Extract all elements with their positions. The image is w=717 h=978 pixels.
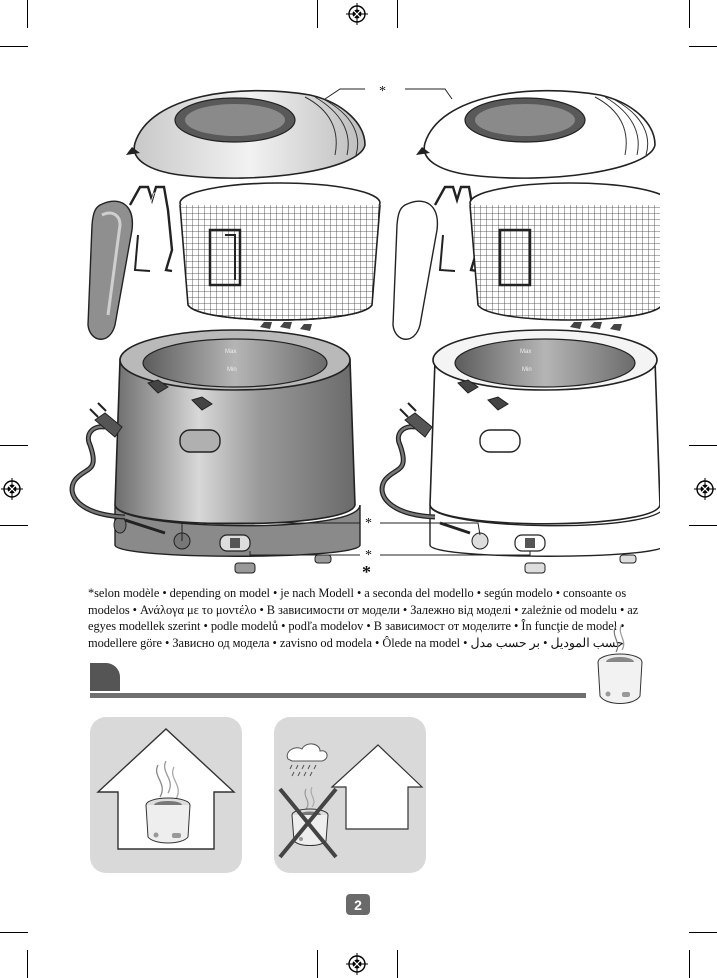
registration-mark-icon xyxy=(346,953,368,975)
crop-mark xyxy=(27,950,28,978)
crop-mark xyxy=(0,525,28,526)
crop-mark xyxy=(27,0,28,28)
model-marker-indicator: * xyxy=(365,516,372,531)
model-marker-lid: * xyxy=(379,84,386,99)
small-fryer-steam-icon xyxy=(592,622,648,714)
page-number-badge: 2 xyxy=(346,894,370,915)
min-label-right: Min xyxy=(522,367,532,373)
crop-mark xyxy=(689,525,717,526)
crop-mark xyxy=(0,445,28,446)
crop-mark xyxy=(317,950,318,978)
section-divider xyxy=(90,693,586,698)
crop-mark xyxy=(317,0,318,28)
power-cord-white xyxy=(382,403,435,517)
handle-white xyxy=(393,187,477,339)
crop-mark xyxy=(0,46,28,47)
max-label-left: Max xyxy=(225,349,237,355)
crop-mark xyxy=(397,0,398,28)
registration-mark-icon xyxy=(346,3,368,25)
cloud-rain-icon xyxy=(287,744,327,776)
crop-mark xyxy=(689,932,717,933)
crop-mark xyxy=(689,0,690,28)
crop-mark xyxy=(397,950,398,978)
section-tab xyxy=(90,663,120,691)
crop-mark xyxy=(689,950,690,978)
crop-mark xyxy=(689,445,717,446)
registration-mark-icon xyxy=(1,478,23,500)
min-label-left: Min xyxy=(227,367,237,373)
panel-outdoor-prohibited xyxy=(274,717,426,873)
registration-mark-icon xyxy=(694,478,716,500)
model-marker-switch: * xyxy=(365,548,372,563)
crop-mark xyxy=(689,46,717,47)
fryer-body-dark xyxy=(114,322,360,573)
crop-mark xyxy=(0,932,28,933)
panel-indoor-use xyxy=(90,717,242,873)
basket-white xyxy=(470,183,660,320)
product-illustration xyxy=(60,75,660,580)
fryer-body-white xyxy=(430,322,660,573)
house-outline-icon xyxy=(90,717,242,873)
model-variation-note: *selon modèle • depending on model • je nach Modell • a seconda del modello • según modelo • consoante os modelos • Ανάλογα με το μοντέλο • В зависимости от модели • Залежно від моделі • zależnie od modelu • az egyes modellek szerint • podle modelů • podľa modelov • В зависимост от моделите • În funcţie de model • modellere göre • Зависно од модела • zavisno od modela • Ôlede na model • حسب الموديل • بر حسب مدل xyxy=(88,586,639,650)
lid-white xyxy=(416,91,655,178)
handle-dark xyxy=(88,187,172,339)
model-marker-footnote: * xyxy=(362,562,371,582)
max-label-right: Max xyxy=(520,349,532,355)
lid-dark xyxy=(126,91,365,178)
basket-dark xyxy=(180,183,380,320)
